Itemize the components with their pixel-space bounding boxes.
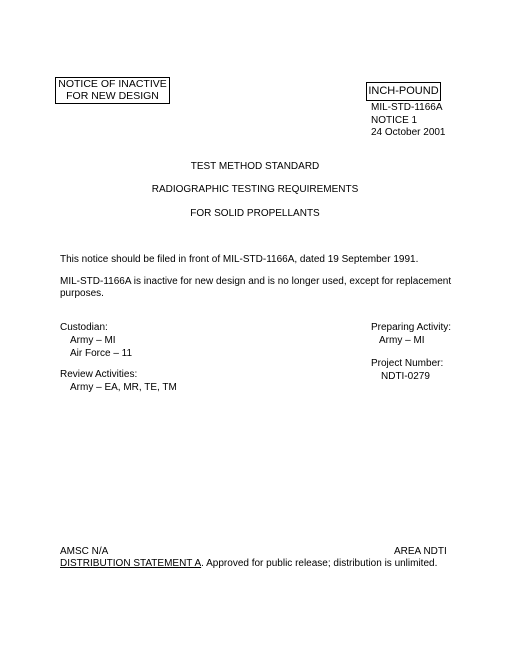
title-line-1: TEST METHOD STANDARD — [190, 161, 320, 172]
custodian-air-force: Air Force – 11 — [70, 348, 133, 359]
inch-pound-box — [366, 82, 441, 101]
distribution-text: . Approved for public release; distribution is unlimited. — [201, 558, 438, 569]
document-identifier — [371, 102, 446, 140]
title-line-3: FOR SOLID PROPELLANTS — [190, 208, 320, 219]
custodian-section — [60, 322, 132, 360]
inactive-statement — [60, 276, 460, 300]
title-line-2: RADIOGRAPHIC TESTING REQUIREMENTS — [151, 184, 359, 195]
project-label: Project Number: — [371, 358, 444, 369]
distribution-statement — [60, 558, 437, 570]
review-label: Review Activities: — [60, 369, 138, 380]
notice-box-line2: FOR NEW DESIGN — [66, 90, 159, 102]
project-value: NDTI-0279 — [381, 371, 430, 382]
review-army: Army – EA, MR, TE, TM — [70, 382, 177, 393]
notice-inactive-box — [55, 77, 170, 104]
inactive-statement-line1: MIL-STD-1166A is inactive for new design and is no longer used, except for replacement — [60, 276, 452, 287]
custodian-label: Custodian: — [60, 322, 108, 333]
notice-number: NOTICE 1 — [371, 114, 418, 126]
distribution-label: DISTRIBUTION STATEMENT A — [60, 558, 202, 569]
std-number: MIL-STD-1166A — [371, 102, 443, 113]
preparing-label: Preparing Activity: — [371, 322, 452, 333]
preparing-value: Army – MI — [379, 335, 425, 346]
inactive-statement-line2: purposes. — [60, 288, 104, 299]
inch-pound-label: INCH-POUND — [368, 85, 439, 97]
filing-instruction: This notice should be filed in front of MIL-STD-1166A, dated 19 September 1991. — [60, 254, 419, 265]
custodian-army: Army – MI — [70, 335, 116, 346]
preparing-section — [371, 322, 451, 347]
notice-box-line1: NOTICE OF INACTIVE — [58, 78, 167, 90]
notice-date: 24 October 2001 — [371, 127, 446, 138]
project-section — [371, 358, 443, 383]
area-code: AREA NDTI — [394, 546, 447, 557]
review-section — [60, 369, 177, 394]
amsc-code: AMSC N/A — [60, 546, 109, 557]
